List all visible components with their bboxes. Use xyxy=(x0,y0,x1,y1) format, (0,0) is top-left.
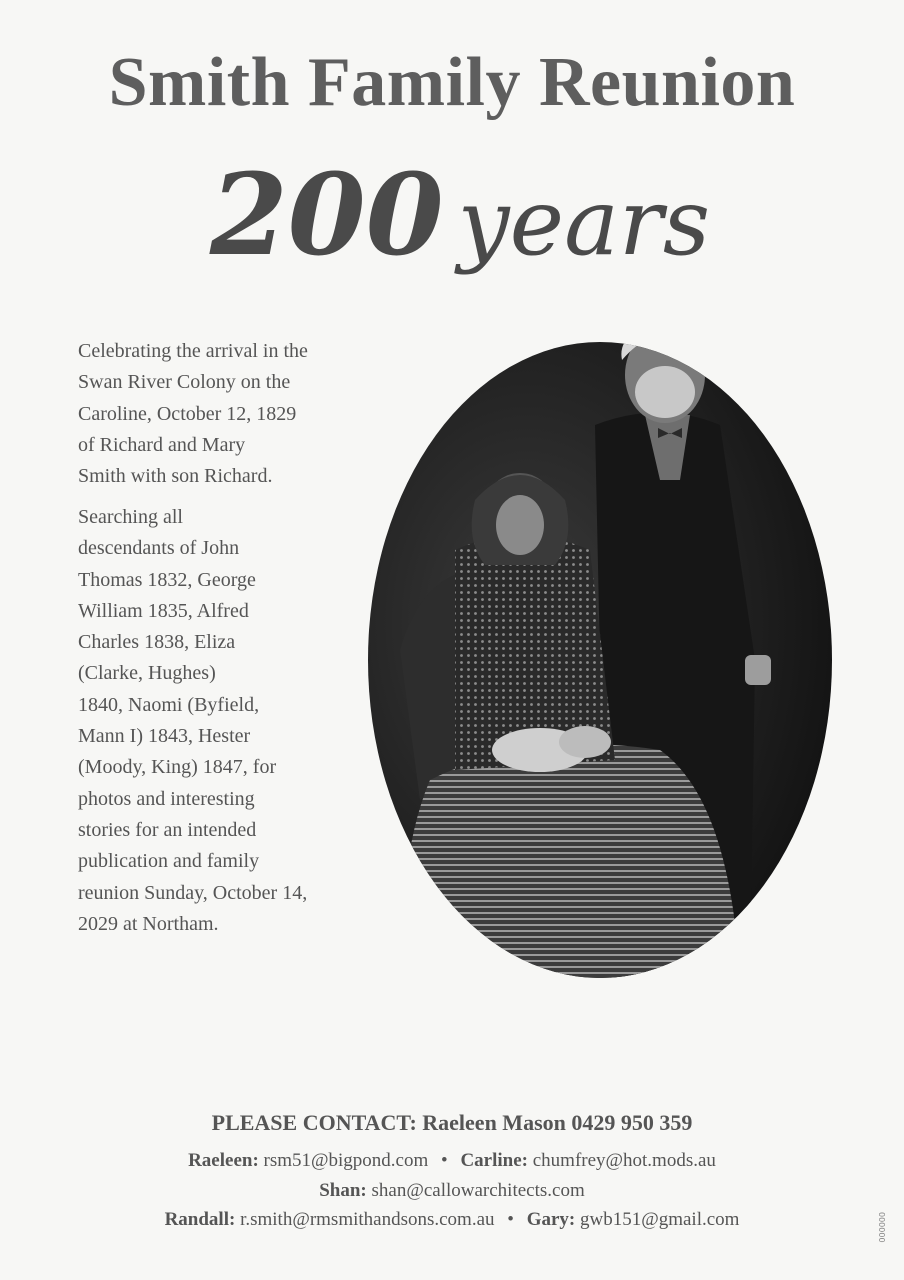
search-paragraph: Searching all descendants of John Thomas 1832, George William 1835, Alfred Charles 1838, Eliza (Clarke, Hughes) 1840, Naomi (Byfield, Mann I) 1843, Hester (Moody, King) 1847, for photos and interesting stories for an intended publication and family reunion Sunday, October 14, 2029 at Northam. xyxy=(78,506,308,935)
shan-email: shan@callowarchitects.com xyxy=(371,1180,585,1201)
carline-email: chumfrey@hot.mods.au xyxy=(532,1150,716,1171)
contact-heading: PLEASE CONTACT: Raeleen Mason 0429 950 359 xyxy=(211,1110,693,1135)
contact-line-3 xyxy=(0,1209,904,1231)
randall-email: r.smith@rmsmithandsons.com.au xyxy=(240,1209,495,1230)
randall-label: Randall: xyxy=(164,1209,236,1230)
subtitle xyxy=(140,150,780,281)
intro-paragraph: Celebrating the arrival in the Swan River Colony on the Caroline, October 12, 1829 of Richard and Mary Smith with son Richard. xyxy=(78,340,308,488)
shan-label: Shan: xyxy=(319,1180,367,1201)
oval-portrait-photo xyxy=(360,330,840,980)
raeleen-email: rsm51@bigpond.com xyxy=(263,1150,429,1171)
separator-dot: • xyxy=(441,1150,448,1171)
subtitle-word: years xyxy=(457,169,711,276)
gary-label: Gary: xyxy=(526,1209,576,1230)
gary-email: gwb151@gmail.com xyxy=(579,1209,740,1230)
contact-line-2 xyxy=(0,1180,904,1202)
raeleen-label: Raeleen: xyxy=(188,1150,259,1171)
contact-line-1 xyxy=(0,1150,904,1172)
separator-dot: • xyxy=(507,1209,514,1230)
edge-code: 000000 xyxy=(877,1212,886,1243)
subtitle-number: 200 xyxy=(209,150,444,281)
carline-label: Carline: xyxy=(460,1150,528,1171)
page-title: Smith Family Reunion xyxy=(108,44,796,121)
